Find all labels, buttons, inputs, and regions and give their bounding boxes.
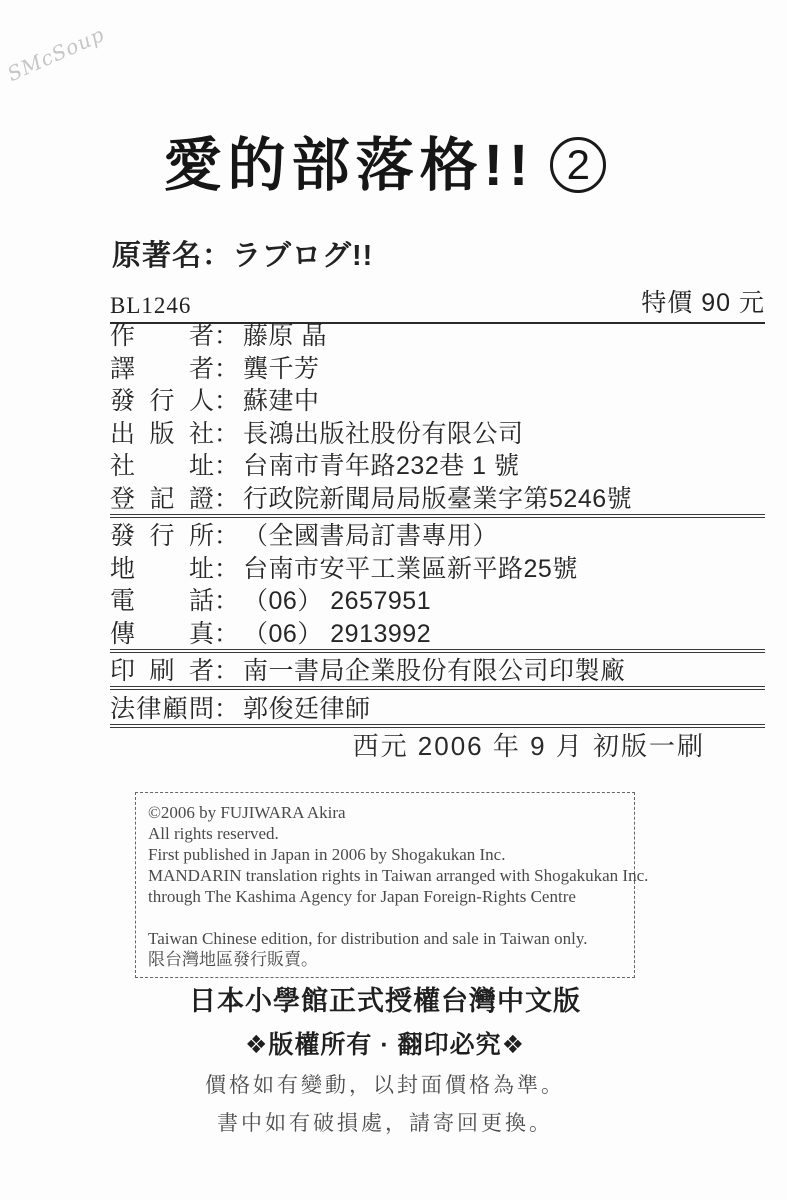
row-value: （06） 2913992 (243, 619, 432, 648)
row-label: 社 址 (110, 452, 214, 481)
license-statement: 日本小學館正式授權台灣中文版 (189, 986, 581, 1016)
table-row (110, 551, 765, 584)
row-value: 長鴻出版社股份有限公司 (243, 419, 524, 448)
row-label: 發 行 所 (110, 522, 214, 551)
book-title: 愛的部落格!! (163, 133, 535, 198)
copyright-line: through The Kashima Agency for Japan Foreign-Rights Centre (148, 887, 576, 906)
row-value: （06） 2657951 (243, 587, 432, 616)
original-title-label: 原著名： (112, 240, 233, 272)
row-colon: ： (214, 354, 240, 383)
table-row (110, 583, 765, 616)
row-label: 地 址 (110, 554, 214, 583)
row-label: 出 版 社 (110, 419, 214, 448)
table-row (110, 481, 765, 514)
row-value: 台南市青年路232巷 1 號 (243, 452, 520, 481)
copyright-line: MANDARIN translation rights in Taiwan arranged with Shogakukan Inc. (148, 866, 649, 885)
table-row (110, 416, 765, 449)
table-row (110, 351, 765, 384)
row-label: 法 律 顧 問 (110, 694, 214, 723)
table-row (110, 691, 765, 724)
row-colon: ： (214, 452, 240, 481)
row-label: 印 刷 者 (110, 657, 214, 686)
row-value: 台南市安平工業區新平路25號 (243, 554, 578, 583)
copyright-notice-box (135, 792, 649, 978)
row-colon: ： (214, 322, 240, 351)
book-code: BL1246 (110, 293, 192, 318)
copyright-line: First published in Japan in 2006 by Shogakukan Inc. (148, 845, 506, 864)
copyright-line: 限台灣地區發行販賣。 (148, 950, 318, 969)
row-colon: ： (214, 694, 240, 723)
damage-return-notice: 書中如有破損處，請寄回更換。 (217, 1111, 553, 1135)
row-colon: ： (214, 619, 240, 648)
row-label: 電 話 (110, 587, 214, 616)
table-row (110, 653, 765, 686)
row-colon: ： (214, 419, 240, 448)
row-colon: ： (214, 484, 240, 513)
row-label: 譯 者 (110, 354, 214, 383)
footer-block (0, 979, 770, 1137)
price-label: 特價 90 元 (641, 289, 765, 317)
price-change-notice: 價格如有變動，以封面價格為準。 (205, 1073, 565, 1097)
title-block (0, 118, 770, 202)
volume-number-badge: 2 (550, 137, 606, 193)
edition-date: 西元 2006 年 9 月 初版一刷 (352, 731, 705, 761)
copyright-line: ©2006 by FUJIWARA Akira (148, 803, 346, 822)
table-row (110, 448, 765, 481)
scanner-watermark: SMcSoup (3, 21, 109, 87)
table-row (110, 318, 765, 351)
row-value: 南一書局企業股份有限公司印製廠 (243, 657, 626, 686)
original-title-line (112, 233, 373, 274)
row-value: 行政院新聞局局版臺業字第5246號 (243, 484, 633, 513)
rights-reserved-statement: ❖版權所有 · 翻印必究❖ (244, 1031, 526, 1059)
row-value: 藤原 晶 (243, 322, 327, 351)
table-row (110, 616, 765, 649)
copyright-line: All rights reserved. (148, 824, 279, 843)
row-colon: ： (214, 387, 240, 416)
row-colon: ： (214, 522, 240, 551)
table-row (110, 383, 765, 416)
row-label: 傳 真 (110, 619, 214, 648)
row-label: 作 者 (110, 322, 214, 351)
row-colon: ： (214, 657, 240, 686)
row-value: 郭俊廷律師 (243, 694, 371, 723)
row-value: 蘇建中 (243, 387, 320, 416)
row-label: 登 記 證 (110, 484, 214, 513)
row-value: （全國書局訂書專用） (243, 522, 499, 551)
copyright-line-blank (148, 907, 622, 928)
table-row (110, 518, 765, 551)
row-label: 發 行 人 (110, 387, 214, 416)
colophon-table (110, 318, 765, 764)
row-colon: ： (214, 587, 240, 616)
copyright-line: Taiwan Chinese edition, for distribution and sale in Taiwan only. (148, 929, 588, 948)
row-colon: ： (214, 554, 240, 583)
row-value: 龔千芳 (243, 354, 320, 383)
original-title-value: ラブログ!! (232, 240, 374, 272)
